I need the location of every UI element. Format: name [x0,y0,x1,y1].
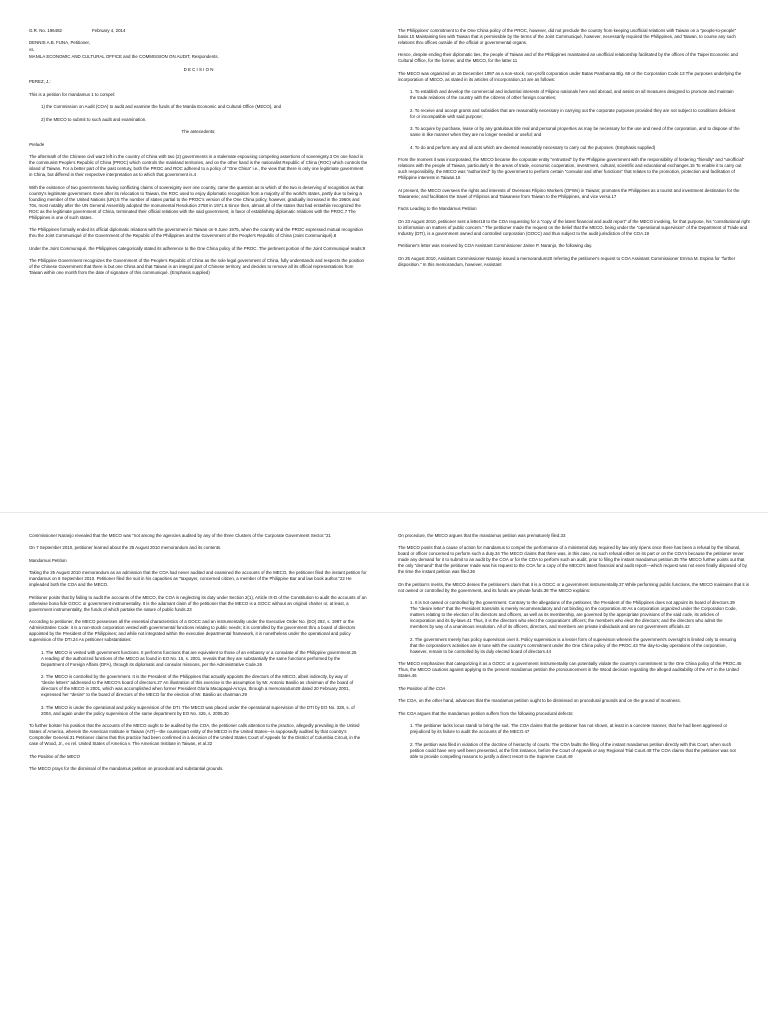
numbered-item: 3. To acquire by purchase, lease or by any gratuitous title real and personal properties as may be necessary for the use and need of the corporation, and to dispose of the same in like manner when they are no longer needed or useful; and [410,126,740,138]
case-header [29,28,368,34]
document-page-2 [384,0,768,512]
numbered-item: 1. The petitioner lacks locus standi to bring the suit. The COA claims that the petitioner has not shown, at least in a concrete manner, that he had been aggrieved or prejudiced by its failure to audit the accounts of the MECO.47 [410,723,728,735]
paragraph: The COA, on the other hand, advances that the mandamus petition ought to be dismissed on procedural grounds and on the ground of mootness. [398,698,681,704]
versus-line: vs. [29,47,35,53]
numbered-item: 1. The MECO is vested with government functions. It performs functions that are equivalent to those of an embassy or a consulate of the Philippine government.25 A reading of the authorized functions of the MECO as found in EO No. 15, s. 2001, reveals that they are substantially the same functions performed by the Department of Foreign Affairs (DFA), through its diplomatic and consular missions, per the Administrative Code.26 [41,649,357,667]
paragraph: The Philippines formally ended its official diplomatic relations with the government in Taiwan on 9 June 1975, when the country and the PROC expressed mutual recognition thru the Joint Communiqué of the Government of the Republic of the Philippines and the Government of the People's Republic of China (Joint Communiqué).8 [29,227,363,239]
document-page-4 [384,513,768,1024]
numbered-item: 2. The petition was filed in violation of the doctrine of hierarchy of courts. The COA faults the filing of the instant mandamus petition directly with this Court, when such petition could have very well been presented, at the first instance, before the Court of Appeals or any Regional Trial Court.48 The COA claims that the petitioner was not able to provide compelling reasons to justify a direct resort to the Supreme Court.49 [410,741,736,759]
section-heading: Prelude [29,141,45,147]
paragraph: The Philippines' commitment to the One China policy of the PROC, however, did not preclude the country from keeping unofficial relations with Taiwan on a "people-to-people" basis.10 Maintaining ties with Taiwan that is permissible by the terms of the Joint Communiqué, however, necessarily required the Philippines, and Taiwan, to course any such relations thru offices outside of the official or governmental organs. [398,28,737,45]
numbered-item: 2) the MECO to submit to such audit and examination. [41,116,147,122]
paragraph: From the moment it was incorporated, the MECO became the corporate entity "entrusted" by the Philippine government with the responsibility of fostering "friendly" and "unofficial" relations with the people of Taiwan, particularly in the areas of trade, economic cooperation, investment, cultural, scientific and educational exchanges.15 To enable it to carry out such responsibility, the MECO was "authorized" by the government to perform certain "consular and other functions" that relates to the promotion, protection and facilitation of Philippine interests in Taiwan.16 [398,157,745,181]
document-page-1 [0,0,384,512]
paragraph: On the petition's merits, the MECO denies the petitioner's claim that it is a GOCC or a government instrumentality.37 While performing public functions, the MECO maintains that it is not owned or controlled by the government, and its funds are private funds.38 The MECO explains: [398,581,750,593]
paragraph: The COA argues that the mandamus petition suffers from the following procedural defects: [398,710,574,716]
numbered-item: 2. To receive and accept grants and subsidies that are reasonably necessary in carrying out the corporate purposes provided they are not subject to conditions deficient for or incompatible with said purpose; [410,107,736,119]
paragraph: According to petitioner, the MECO possesses all the essential characteristics of a GOCC and an instrumentality under the Executive Order No. (EO) 292, s. 1987 or the Administrative Code: it is a non-stock corporation vested with governmental functions relating to public needs; it is controlled by the government thru a board of directors appointed by the President of the Philippines; and while not integrated within the executive departmental framework, it is nonetheless under the operational and policy supervision of the DTI.24 As petitioner substantiates: [29,619,356,643]
numbered-item: 1. It is not owned or controlled by the government. Contrary to the allegations of the petitioner, the President of the Philippines does not appoint its board of directors.39 The "desire letter" that the President transmits is merely recommendatory and not binding on the corporation.40 As a corporation organized under the Corporation Code, matters relating to the election of its directors and officers, as well as its membership, are governed by the appropriate provisions of the said code, its articles of incorporation and its by-laws.41 Thus, it is the directors who elect the corporation's officers; the members who elect the directors; and the directors who admit the members by way of a unanimous resolution. All of its officers, directors, and members are private individuals and are not government officials.42 [410,600,737,630]
paragraph: With the existence of two governments having conflicting claims of sovereignty over one country, came the question as to which of the two is deserving of recognition as that country's legitimate government. Even after its relocation to Taiwan, the ROC used to enjoy diplomatic recognition from a majority of the world's states, partly due to being a founding member of the United Nations (UN).5 The number of states partial to the PROC's version of the One China policy, however, gradually increased in the 1960s and 70s, most notably after the UN General Assembly adopted the monumental Resolution 2758 in 1971.6 Since then, almost all of the states that had erstwhile recognized the ROC as the legitimate government of China, terminated their official relations with the said government, in favor of establishing diplomatic relations with the PROC.7 The Philippines is one of such states. [29,184,364,220]
section-heading: Mandamus Petition [29,557,67,563]
paragraph: Commissioner Naranjo revealed that the MECO was "not among the agencies audited by any of the three Clusters of the Corporate Government Sector."21 [29,533,331,538]
paragraph: The aftermath of the Chinese civil war2 left in the country of China with two (2) governments in a stalemate espousing competing assertions of sovereignty.3 On one hand is the communist People's Republic of China (PROC) which controls the mainland territories, and on the other hand is the nationalist Republic of China (ROC) which controls the island of Taiwan. For a better part of the past century, both the PROC and ROC adhered to a policy of "One China" i.e., the view that there is only one legitimate government in China, but differed in their respective interpretation as to which that government is.4 [29,154,368,178]
respondents-line: MANILA ECONOMIC AND CULTURAL OFFICE and the COMMISSION ON AUDIT, Respondents. [29,54,219,60]
paragraph: On 23 August 2010, petitioner sent a letter18 to the COA requesting for a "copy of the latest financial and audit report" of the MECO invoking, for that purpose, his "constitutional right to information on matters of public concern." The petitioner made the request on the belief that the MECO, being under the "operational supervision" of the Department of Trade and Industry (DTI), is a government owned and controlled corporation (GOCC) and thus subject to the audit jurisdiction of the COA.19 [398,218,750,236]
paragraph: The MECO prays for the dismissal of the mandamus petition on procedural and substantial grounds. [29,766,224,772]
petitioner-line: DENNIS A.B. FUNA, Petitioner, [29,40,91,46]
paragraph: The MECO was organized on 16 December 1997 as a non-stock, non-profit corporation under Batas Pambansa Blg. 68 or the Corporation Code.13 The purposes underlying the incorporation of MECO, as stated in its articles of incorporation,14 are as follows: [398,70,742,82]
numbered-item: 4. To do and perform any and all acts which are deemed reasonably necessary to carry out the purposes. (Emphasis supplied) [410,144,656,150]
paragraph: At present, the MECO oversees the rights and interests of Overseas Filipino Workers (OFWs) in Taiwan; promotes the Philippines as a tourist and investment destination for the Taiwanese; and facilitates the travel of Filipinos and Taiwanese from Taiwan to the Philippines, and vice versa.17 [398,187,740,199]
numbered-item: 1) the Commission on Audit (COA) to audit and examine the funds of the Manila Economic and Cultural Office (MECO), and [41,104,282,110]
numbered-item: 2. The MECO is controlled by the government. It is the President of the Philippines that actually appoints the directors of the MECO, albeit indirectly, by way of "desire letters" addressed to the MECO's board of directors.27 An illustration of this exercise is the assumption by Mr. Antonio Basilio as chairman of the board of directors of the MECO in 2001, which was accomplished when former President Gloria Macapagal-Arroyo, through a memorandum28 dated 20 February 2001, expressed her "desire" to the board of directors of the MECO for the election of Mr. Basilio as chairman.29 [41,674,354,698]
document-page-3 [0,513,384,1024]
section-heading: The Position of the MECO [29,753,81,759]
numbered-item: 2. The government merely has policy supervision over it. Policy supervision is a lesser form of supervision wherein the government's oversight is limited only to ensuring that the corporation's activities are in tune with the country's commitment under the One China policy of the PROC.43 The day-to-day operations of the corporation, however, remain to be controlled by its duly elected board of directors.44 [410,636,737,654]
paragraph: Under the Joint Communiqué, the Philippines categorically stated its adherence to the One China policy of the PROC. The pertinent portion of the Joint Communiqué reads:9 [29,245,366,251]
ponente: PEREZ, J.: [29,79,51,85]
paragraph: On 7 September 2010, petitioner learned about the 25 August 2010 memorandum and its contents. [29,545,222,551]
numbered-item: 1. To establish and develop the commercial and industrial interests of Filipino nationals here and abroad, and assist on all measures designed to promote and maintain the trade relations of the country with the citizens of other foreign countries; [410,89,734,101]
paragraph: To further bolster his position that the accounts of the MECO ought to be audited by the COA, the petitioner calls attention to the practice, allegedly prevailing in the United States of America, wherein the American Institute in Taiwan (AIT)—the counterpart entity of the MECO in the United States—is supposedly audited by that country's Comptroller General.31 Petitioner claims that this practice had been confirmed in a decision of the United States Court of Appeals for the District of Columbia Circuit, in the case of Wood, Jr., ex rel. United States of America v. The American Institute in Taiwan, et al.32 [29,723,361,747]
gr-number: G.R. No. 196482 [29,28,62,33]
section-heading: Facts Leading to the Mandamus Petition [398,206,477,212]
paragraph: Petitioner posits that by failing to audit the accounts of the MECO, the COA is neglecting its duty under Section 2(1), Article IX-D of the Constitution to audit the accounts of an otherwise bona fide GOCC or government instrumentality. It is the adamant claim of the petitioner that the MECO is a GOCC without an original charter or, at least, a government instrumentality, the funds of which partake the nature of public funds.23 [29,594,367,612]
decision-title: D E C I S I O N [183,66,214,72]
decision-date: February 4, 2014 [91,28,126,33]
paragraph: Hence, despite ending their diplomatic ties, the people of Taiwan and of the Philippines maintained an unofficial relationship facilitated by the offices of the Taipei Economic and Cultural Office, for the former, and the MECO, for the latter.11 [398,52,738,64]
paragraph: This is a petition for mandamus 1 to compel: [29,91,116,97]
numbered-item: 3. The MECO is under the operational and policy supervision of the DTI. The MECO was placed under the operational supervision of the DTI by EO No. 328, s. of 2004, and again under the policy supervision of the same department by EO No. 426, s. 2005.30 [41,704,355,716]
antecedents-heading: The antecedents: [181,129,216,135]
paragraph: Petitioner's letter was received by COA Assistant Commissioner Jaime P. Naranjo, the following day. [398,243,593,249]
paragraph: The MECO posits that a cause of action for mandamus to compel the performance of a ministerial duty required by law only ripens once there has been a refusal by the tribunal, board or officer concerned to perform such a duty.34 The MECO claims that there was, in this case, no such refusal either on its part or on the COA's because the petitioner never made any demand for it to submit to an audit by the COA or for the COA to perform such an audit, prior to filing the instant mandamus petition.35 The MECO further points out that the only "demand" that the petitioner made was his request to the COA for a copy of the MECO's latest financial and audit report—which request was not even finally disposed of by the time the instant petition was filed.36 [398,545,748,575]
paragraph: The MECO emphasizes that categorizing it as a GOCC or a government instrumentality can potentially violate the country's commitment to the One China policy of the PROC.45 Thus, the MECO cautions against applying to the present mandamus petition the pronouncement in the Wood decision regarding the alleged auditability of the AIT in the United States.46 [398,661,742,679]
paragraph: On 25 August 2010, Assistant Commissioner Naranjo issued a memorandum20 referring the petitioner's request to COA Assistant Commissioner Emma M. Espina for "further disposition." In this memorandum, however, Assistant [398,255,736,267]
section-heading: The Position of the COA [398,685,446,691]
paragraph: Taking the 25 August 2010 memorandum as an admission that the COA had never audited and examined the accounts of the MECO, the petitioner filed the instant petition for mandamus on 8 September 2010. Petitioner filed the suit in his capacities as "taxpayer, concerned citizen, a member of the Philippine Bar and law book author."22 He impleaded both the COA and the MECO. [29,570,367,588]
paragraph: On procedure, the MECO argues that the mandamus petition was prematurely filed.33 [398,533,566,538]
block-quote: The Philippine Government recognizes the Government of the People's Republic of China as the sole legal government of China, fully understands and respects the position of the Chinese Government that there is but one China and that Taiwan is an integral part of Chinese territory, and decides to remove all its official representations from Taiwan within one month from the date of signature of this communiqué. (Emphasis supplied) [29,258,364,276]
